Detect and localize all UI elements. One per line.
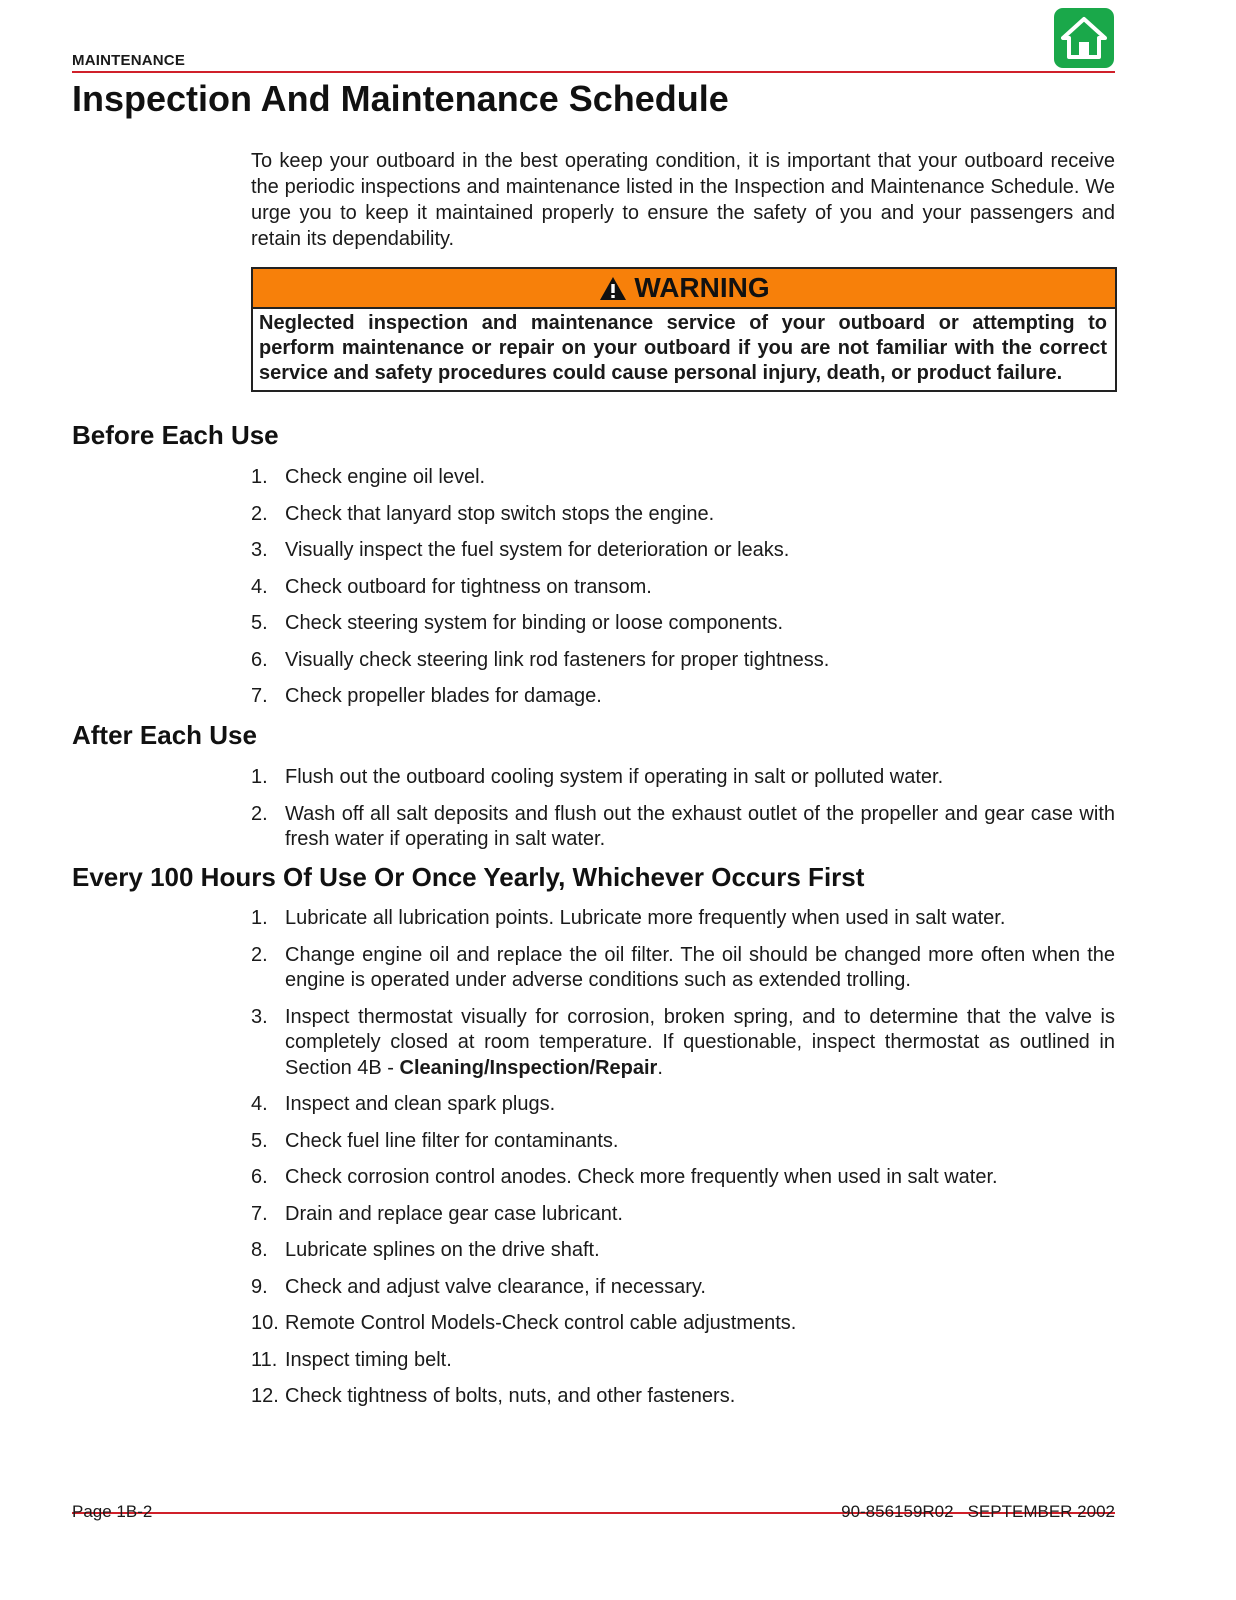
warning-box	[251, 267, 1117, 392]
intro-paragraph: To keep your outboard in the best operating condition, it is important that your outboard receive the periodic inspections and maintenance listed in the Inspection and Maintenance Schedule. We urge you to keep it maintained properly to ensure the safety of you and your passengers and retain its dependability.	[251, 150, 1115, 250]
warning-title: WARNING	[634, 272, 770, 303]
home-icon	[1061, 16, 1107, 60]
list-item: 2. Check that lanyard stop switch stops the engine.	[251, 502, 715, 525]
before-each-use-list	[251, 465, 1115, 721]
home-button[interactable]	[1054, 8, 1114, 68]
page-number: Page 1B-2	[72, 1502, 153, 1521]
list-item: 9. Check and adjust valve clearance, if necessary.	[251, 1275, 706, 1298]
footer-doc-info	[841, 1502, 1115, 1522]
warning-triangle-icon	[598, 275, 628, 302]
before-each-use-heading: Before Each Use	[72, 420, 279, 450]
list-item: 11. Inspect timing belt.	[251, 1348, 452, 1371]
list-item: 6. Visually check steering link rod fasteners for proper tightness.	[251, 648, 830, 671]
every-100-hours-list	[251, 906, 1115, 1421]
list-item: 8. Lubricate splines on the drive shaft.	[251, 1239, 600, 1261]
after-each-use-list	[251, 765, 1115, 864]
warning-header	[253, 269, 1115, 309]
list-item: 2. Wash off all salt deposits and flush out the exhaust outlet of the propeller and gear case with fresh water if operating in salt water.	[251, 802, 1115, 850]
list-item: 2. Change engine oil and replace the oil filter. The oil should be changed more often when the engine is operated under adverse conditions such as extended trolling.	[251, 943, 1115, 991]
list-item: 7. Drain and replace gear case lubricant.	[251, 1202, 623, 1225]
section-label: MAINTENANCE	[72, 52, 186, 69]
list-item: 3. Inspect thermostat visually for corrosion, broken spring, and to determine that the valve is completely closed at room temperature. If questionable, inspect thermostat as outlined in Section 4B - Cleaning/Inspection/Repair.	[251, 1005, 1115, 1079]
every-100-hours-heading: Every 100 Hours Of Use Or Once Yearly, Whichever Occurs First	[72, 862, 865, 892]
list-item: 7. Check propeller blades for damage.	[251, 685, 602, 707]
after-each-use-heading: After Each Use	[72, 720, 257, 750]
doc-number: 90-856159R02	[841, 1502, 954, 1521]
list-item: 10. Remote Control Models-Check control cable adjustments.	[251, 1312, 797, 1334]
doc-date: SEPTEMBER 2002	[967, 1502, 1115, 1521]
list-item: 5. Check fuel line filter for contaminants.	[251, 1129, 619, 1152]
warning-text: Neglected inspection and maintenance service of your outboard or attempting to perform maintenance or repair on your outboard if you are not familiar with the correct service and safety procedures could cause personal injury, death, or product failure.	[259, 312, 1107, 384]
list-item: 4. Inspect and clean spark plugs.	[251, 1093, 556, 1115]
page-title: Inspection And Maintenance Schedule	[72, 78, 729, 119]
list-item: 1. Check engine oil level.	[251, 466, 486, 488]
header-rule	[72, 71, 1115, 73]
list-item: 6. Check corrosion control anodes. Check more frequently when used in salt water.	[251, 1166, 998, 1188]
list-item: 1. Flush out the outboard cooling system if operating in salt or polluted water.	[251, 766, 944, 788]
list-item: 4. Check outboard for tightness on transom.	[251, 575, 652, 598]
list-item: 12. Check tightness of bolts, nuts, and other fasteners.	[251, 1385, 736, 1407]
list-item: 3. Visually inspect the fuel system for deterioration or leaks.	[251, 539, 790, 561]
section-reference[interactable]: Cleaning/Inspection/Repair	[399, 1056, 658, 1079]
list-item: 5. Check steering system for binding or loose components.	[251, 612, 784, 634]
list-item: 1. Lubricate all lubrication points. Lubricate more frequently when used in salt water.	[251, 907, 1006, 929]
